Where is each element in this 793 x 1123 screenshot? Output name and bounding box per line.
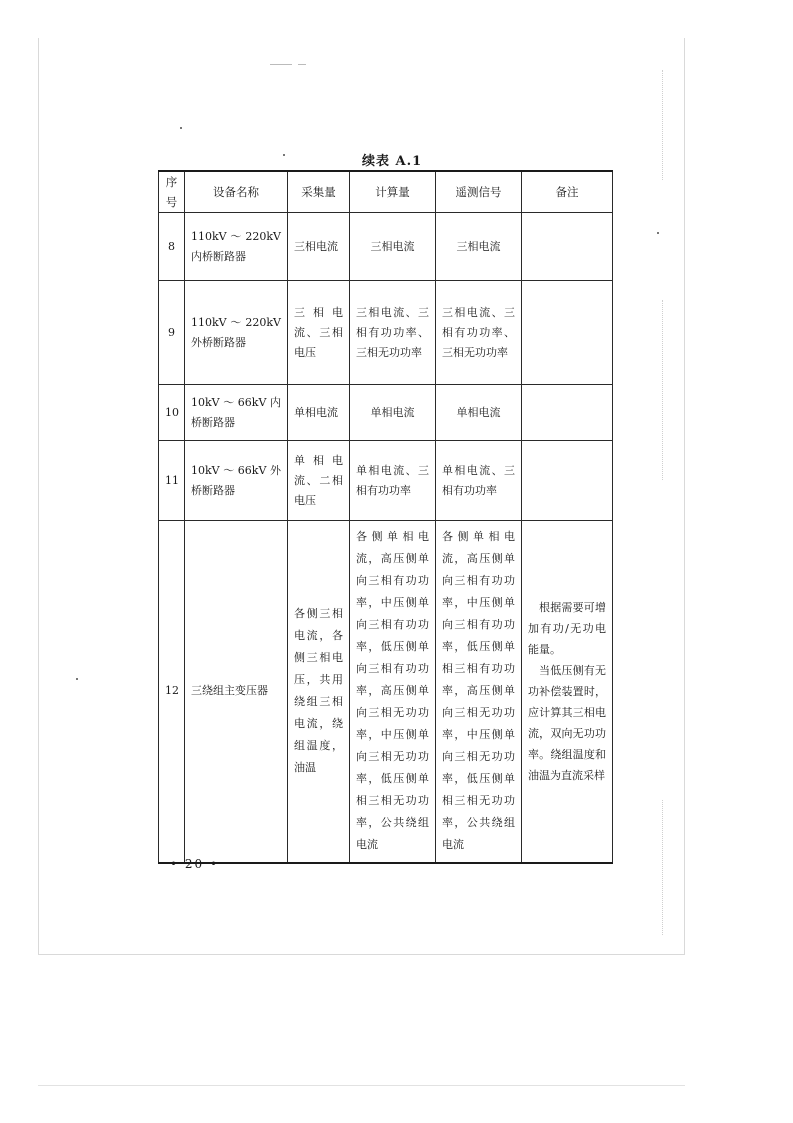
scan-dashes xyxy=(662,300,664,480)
cell-remark xyxy=(522,213,613,281)
cell-device-name: 10kV～66kV内桥断路器 xyxy=(185,385,288,441)
cell-remark xyxy=(522,281,613,385)
page-border-right xyxy=(684,38,685,954)
scan-dashes xyxy=(662,800,664,935)
cell-collect: 单相电流 xyxy=(288,385,350,441)
scan-mark xyxy=(270,64,292,65)
cell-collect: 各侧三相电流，各侧三相电压，共用绕组三相电流，绕组温度，油温 xyxy=(288,521,350,863)
cell-telemetry: 各侧单相电流，高压侧单向三相有功功率，中压侧单向三相有功功率，低压侧单相三相有功功率，高压侧单向三相无功功率，中压侧单向三相无功功率，低压侧单相三相无功功率，公共绕组电流 xyxy=(436,521,522,863)
cell-device-name: 110kV ～ 220kV 内桥断路器 xyxy=(185,213,288,281)
scan-dot xyxy=(283,154,285,156)
page-number: • 20 • xyxy=(170,857,220,871)
scan-dot xyxy=(76,678,78,680)
cell-seq: 10 xyxy=(159,385,185,441)
device-table xyxy=(158,170,613,864)
page-border-bottom xyxy=(38,954,685,955)
cell-collect: 单相电流、二相电压 xyxy=(288,441,350,521)
scan-mark xyxy=(298,64,306,65)
cell-seq: 12 xyxy=(159,521,185,863)
table-row xyxy=(159,213,613,281)
header-compute: 计算量 xyxy=(350,171,436,213)
cell-remark xyxy=(522,521,613,863)
scan-dot xyxy=(180,127,182,129)
cell-seq: 8 xyxy=(159,213,185,281)
table-row xyxy=(159,281,613,385)
remark-paragraph: 当低压侧有无功补偿装置时，应计算其三相电流，双向无功功率。绕组温度和油温为直流采样 xyxy=(528,663,606,782)
table-caption: 续表 A.1 xyxy=(362,154,423,169)
scan-dot xyxy=(657,232,659,234)
cell-telemetry: 单相电流 xyxy=(436,385,522,441)
header-telemetry: 遥测信号 xyxy=(436,171,522,213)
cell-device-name: 10kV～66kV外桥断路器 xyxy=(185,441,288,521)
cell-compute: 三相电流、三相有功功率、三相无功功率 xyxy=(350,281,436,385)
cell-remark xyxy=(522,385,613,441)
cell-collect: 三相电流 xyxy=(288,213,350,281)
table-row xyxy=(159,385,613,441)
remark-paragraph: 根据需要可增加有功/无功电能量。 xyxy=(528,600,606,656)
scan-dashes xyxy=(662,70,664,180)
cell-remark xyxy=(522,441,613,521)
cell-compute: 三相电流 xyxy=(350,213,436,281)
page-border-left xyxy=(38,38,39,954)
header-device-name: 设备名称 xyxy=(185,171,288,213)
cell-telemetry: 单相电流、三相有功功率 xyxy=(436,441,522,521)
header-seq: 序号 xyxy=(159,171,185,213)
cell-compute: 单相电流、三相有功功率 xyxy=(350,441,436,521)
table-row xyxy=(159,521,613,863)
page-rule-low xyxy=(38,1085,685,1086)
table-row xyxy=(159,441,613,521)
cell-collect: 三相电流、三相电压 xyxy=(288,281,350,385)
cell-compute: 各侧单相电流，高压侧单向三相有功功率，中压侧单向三相有功功率，低压侧单向三相有功功率，高压侧单向三相无功功率，中压侧单向三相无功功率，低压侧单相三相无功功率，公共绕组电流 xyxy=(350,521,436,863)
cell-telemetry: 三相电流 xyxy=(436,213,522,281)
cell-seq: 11 xyxy=(159,441,185,521)
header-remark: 备注 xyxy=(522,171,613,213)
cell-seq: 9 xyxy=(159,281,185,385)
cell-telemetry: 三相电流、三相有功功率、三相无功功率 xyxy=(436,281,522,385)
table-header-row xyxy=(159,171,613,213)
header-collect: 采集量 xyxy=(288,171,350,213)
cell-compute: 单相电流 xyxy=(350,385,436,441)
cell-device-name: 三绕组主变压器 xyxy=(185,521,288,863)
cell-device-name: 110kV ～ 220kV 外桥断路器 xyxy=(185,281,288,385)
